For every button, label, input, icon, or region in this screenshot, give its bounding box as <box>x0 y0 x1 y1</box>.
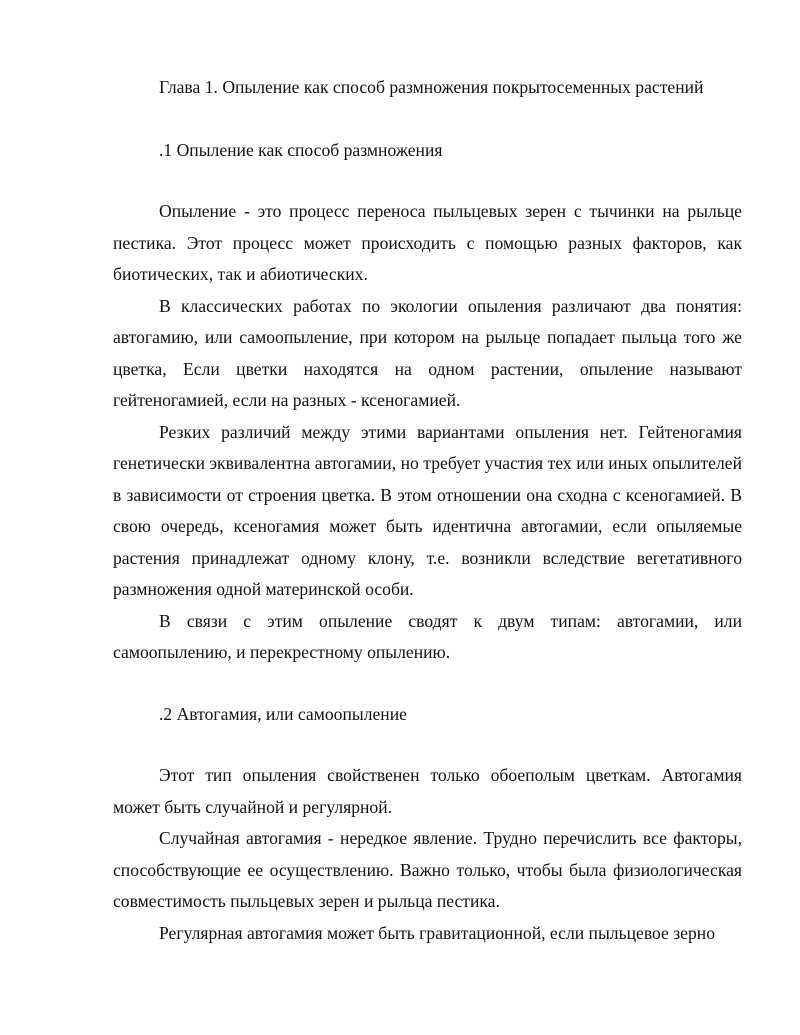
paragraph: Резких различий между этими вариантами опыления нет. Гейтеногамия генетически эквивалентна автогамии, но требует участия тех или иных опылителей в зависимости от строения цветка. В этом отношении она сходна с ксеногамией. В свою очередь, ксеногамия может быть идентична автогамии, если опыляемые растения принадлежат одному клону, т.е. возникли вследствие вегетативного размножения одной материнской особи. <box>113 421 742 599</box>
paragraph: В связи с этим опыление сводят к двум типам: автогамии, или самоопылению, и перекрестному опылению. <box>113 610 742 662</box>
paragraph: В классических работах по экологии опыления различают два понятия: автогамию, или самоопыление, при котором на рыльце попадает пыльца того же цветка, Если цветки находятся на одном растении, опыление называют гейтеногамией, если на разных - ксеногамией. <box>113 295 742 410</box>
section-title-2: .2 Автогамия, или самоопыление <box>159 703 407 724</box>
paragraph: Случайная автогамия - нередкое явление. Трудно перечислить все факторы, способствующие ее осуществлению. Важно только, чтобы была физиологическая совместимость пыльцевых зерен и рыльца пестика. <box>113 828 742 911</box>
paragraph: Этот тип опыления свойственен только обоеполым цветкам. Автогамия может быть случайной и регулярной. <box>113 765 742 817</box>
chapter-title: Глава 1. Опыление как способ размножения покрытосеменных растений <box>159 77 704 97</box>
paragraph: Опыление - это процесс переноса пыльцевых зерен с тычинки на рыльце пестика. Этот процесс может происходить с помощью разных факторов, как биотических, так и абиотических. <box>113 201 742 284</box>
paragraph: Регулярная автогамия может быть гравитационной, если пыльцевое зерно <box>159 922 715 943</box>
document-body <box>113 72 742 949</box>
section-title-1: .1 Опыление как способ размножения <box>159 139 443 160</box>
